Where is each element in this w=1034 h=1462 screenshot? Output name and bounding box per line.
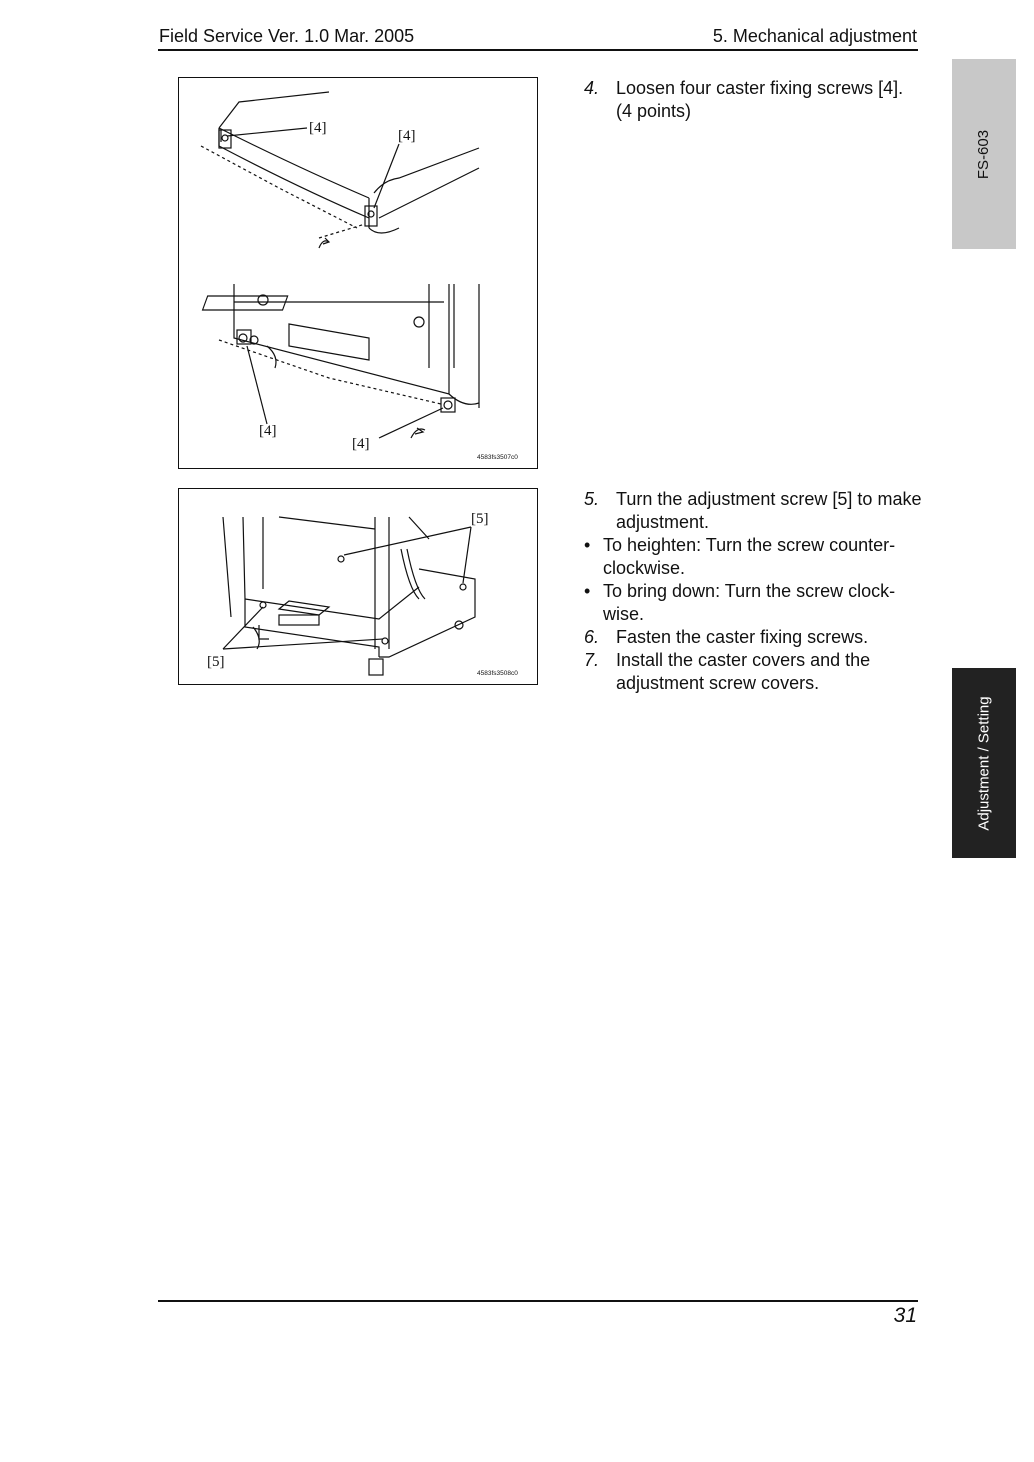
bullet-text: To bring down: Turn the screw clock-wise. [603,581,896,624]
running-header-right: 5. Mechanical adjustment [712,26,917,46]
figure-code: 4583fs3508c0 [477,670,518,677]
step-number: 4. [584,78,600,98]
figure-adjustment-screws [178,488,538,685]
step-text: Install the caster covers and the adjustment screw covers. [616,650,871,693]
header-rule [158,49,918,51]
step-number: 7. [584,650,600,670]
side-tab-model [952,59,1016,249]
step-item [584,649,924,695]
bullet-marker: • [584,581,591,601]
callout-4a: [4] [309,120,327,136]
step-text: Fasten the caster fixing screws. [616,627,869,647]
page-number: 31 [893,1304,917,1327]
side-tab-section [952,668,1016,858]
steps-block-1 [584,77,924,123]
steps-block-2 [584,488,924,695]
callout-4c: [4] [259,423,277,439]
figure-code: 4583fs3507c0 [477,454,518,461]
running-header-left: Field Service Ver. 1.0 Mar. 2005 [159,26,415,46]
side-tab-model-label: FS-603 [975,129,993,179]
callout-5a: [5] [471,511,489,527]
bullet-item [584,534,924,580]
bullet-marker: • [584,535,591,555]
bullet-text: To heighten: Turn the screw counter-clockwise. [603,535,896,578]
step-text: Loosen four caster fixing screws [4]. (4 points) [616,78,904,121]
step-item [584,488,924,534]
callout-4d: [4] [352,436,370,452]
illustration-caster-screws [179,78,537,468]
bullet-item [584,580,924,626]
step-text: Turn the adjustment screw [5] to make adjustment. [616,489,922,532]
step-item [584,626,924,649]
figure-caster-screws [178,77,538,469]
step-number: 5. [584,489,600,509]
step-item [584,77,924,123]
side-tab-section-label: Adjustment / Setting [975,695,993,831]
step-number: 6. [584,627,600,647]
footer-rule [158,1300,918,1302]
callout-4b: [4] [398,128,416,144]
callout-5b: [5] [207,654,225,670]
